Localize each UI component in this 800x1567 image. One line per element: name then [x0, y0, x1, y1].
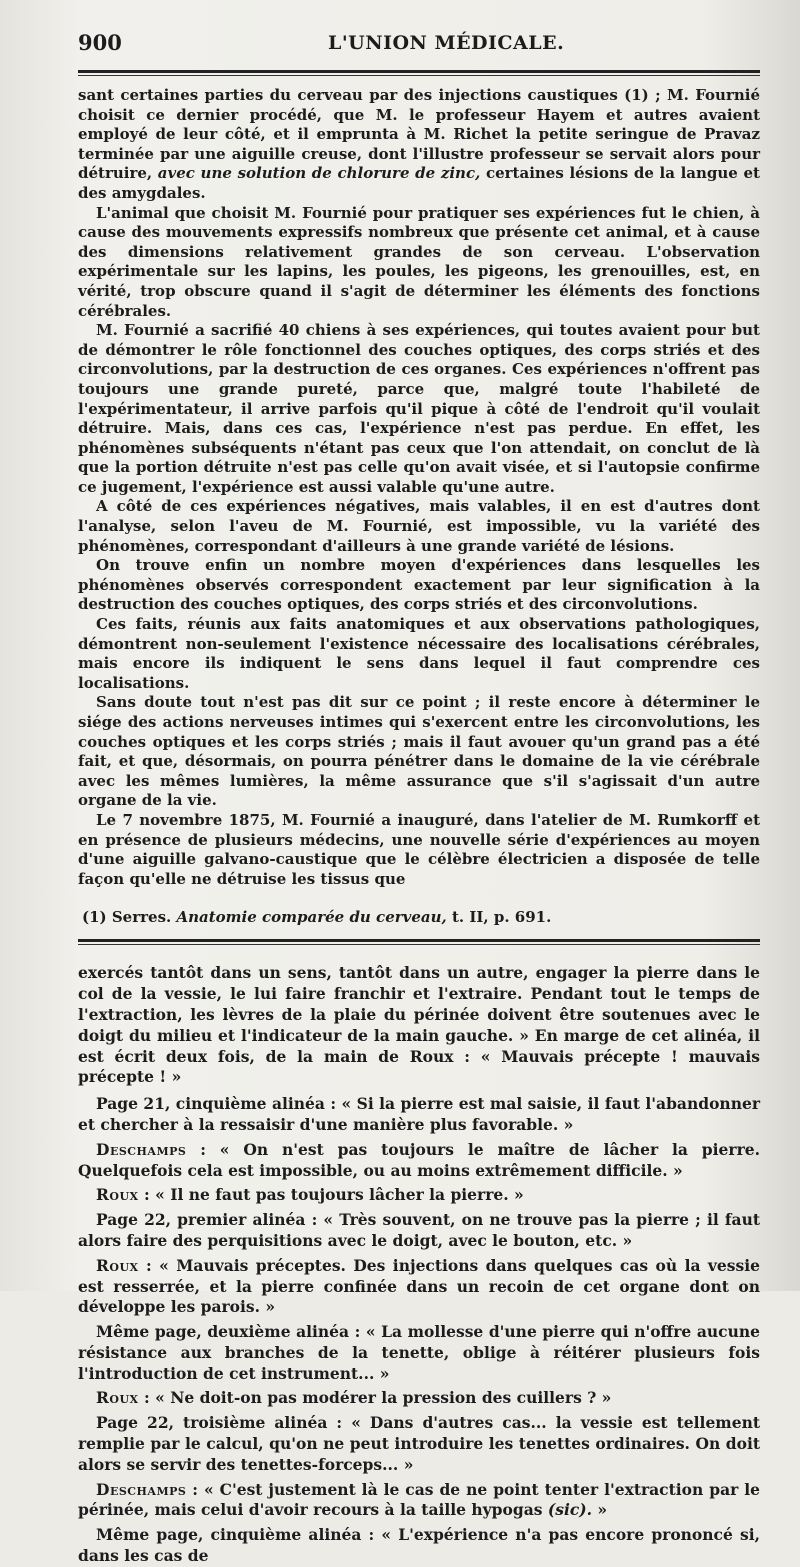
paragraph: Même page, deuxième alinéa : « La mollesse d'une pierre qui n'offre aucune résistance aux branches de la tenette, oblige à réitérer plusieurs fois l'introduction de cet instrument... » — [78, 1322, 760, 1383]
header-rule-thin — [78, 75, 760, 76]
paragraph: exercés tantôt dans un sens, tantôt dans un autre, engager la pierre dans le col de la vessie, le lui faire franchir et l'extraire. Pendant tout le temps de l'extraction, les lèvres de la plaie du périnée doivent être soutenues avec le doigt du milieu et l'indicateur de la main gauche. » En marge de cet alinéa, il est écrit deux fois, de la main de Roux : « Mauvais précepte ! mauvais précepte ! » — [78, 963, 760, 1087]
speaker-name: Roux — [96, 1255, 139, 1275]
paragraph: Roux : « Il ne faut pas toujours lâcher la pierre. » — [96, 1185, 524, 1205]
paragraph: Roux : « Ne doit-on pas modérer la pression des cuillers ? » — [96, 1388, 612, 1408]
paragraph: A côté de ces expériences négatives, mais valables, il en est d'autres dont l'analyse, selon l'aveu de M. Fournié, est impossible, vu la variété des phénomènes, correspondant d'ailleurs à une grande variété de lésions. — [78, 497, 760, 555]
footnote-marker: (1) Serres. — [82, 908, 172, 927]
paragraph: Ces faits, réunis aux faits anatomiques et aux observations pathologiques, démontrent non-seulement l'existence nécessaire des localisations cérébrales, mais encore ils indiquent le sens dans lequel il faut comprendre ces localisations. — [78, 615, 760, 692]
footnote-ref: t. II, p. 691. — [451, 908, 552, 927]
footnote-title: Anatomie comparée du cerveau, — [176, 908, 447, 927]
paragraph: Page 22, premier alinéa : « Très souvent, on ne trouve pas la pierre ; il faut alors faire des perquisitions avec le doigt, avec le bouton, etc. » — [78, 1210, 760, 1250]
italic-phrase: avec une solution de chlorure de zinc, — [157, 164, 481, 183]
speaker-name: Roux — [96, 1185, 139, 1205]
journal-title: L'UNION MÉDICALE. — [328, 32, 565, 54]
section-separator — [78, 939, 760, 945]
paragraph: L'animal que choisit M. Fournié pour pratiquer ses expériences fut le chien, à cause des mouvements expressifs nombreux que présente cet animal, et à cause des dimensions relativement grandes de son cerveau. L'observation expérimentale sur les lapins, les poules, les pigeons, les grenouilles, est, en vérité, trop obscure quand il s'agit de déterminer les éléments des fonctions cérébrales. — [78, 203, 760, 320]
paragraph: sant certaines parties du cerveau par des injections caustiques (1) ; M. Fournié choisit ce dernier procédé, que M. le professeur Hayem et autres avaient employé de leur côté, et il emprunta à M. Richet la petite seringue de Pravaz terminée par une aiguille creuse, dont l'illustre professeur se servait alors pour détruire, avec une solution de chlorure de zinc, certaines lésions de la langue et des amygdales. — [78, 86, 760, 202]
paragraph: Le 7 novembre 1875, M. Fournié a inauguré, dans l'atelier de M. Rumkorff et en présence de plusieurs médecins, une nouvelle série d'expériences au moyen d'une aiguille galvano-caustique que le célèbre électricien a disposée de telle façon qu'elle ne détruise les tissus que — [78, 810, 760, 888]
lower-article — [78, 963, 760, 1567]
paragraph: Deschamps : « C'est justement là le cas de ne point tenter l'extraction par le périnée, mais celui d'avoir recours à la taille hypogas (sic). » — [78, 1479, 760, 1520]
paragraph: Sans doute tout n'est pas dit sur ce point ; il reste encore à déterminer le siége des actions nerveuses intimes qui s'exercent entre les circonvolutions, les couches optiques et les corps striés ; mais il faut avouer qu'un grand pas a été fait, et que, désormais, on pourra pénétrer dans le domaine de la vie cérébrale avec les mêmes lumières, la même assurance que s'il s'agissait d'un autre organe de la vie. — [78, 693, 760, 810]
page-number: 900 — [78, 30, 122, 55]
paragraph: On trouve enfin un nombre moyen d'expériences dans lesquelles les phénomènes observés correspondent exactement par leur signification à la destruction des couches optiques, des corps striés et des circonvolutions. — [78, 556, 760, 614]
paragraph: Roux : « Mauvais préceptes. Des injections dans quelques cas où la vessie est resserrée, et la pierre confinée dans un recoin de cet organe dont on développe les parois. » — [78, 1255, 760, 1317]
paragraph: M. Fournié a sacrifié 40 chiens à ses expériences, qui toutes avaient pour but de démontrer le rôle fonctionnel des couches optiques, des corps striés et des circonvolutions, par la destruction de ces organes. Ces expériences n'offrent pas toujours une grande pureté, parce que, malgré toute l'habileté de l'expérimentateur, il arrive parfois qu'il pique à côté de l'endroit qu'il voulait détruire. Mais, dans ces cas, l'expérience n'est pas perdue. En effet, les phénomènes subséquents n'étant pas ceux que l'on attendait, on conclut de là que la portion détruite n'est pas celle qu'on avait visée, et si l'autopsie confirme ce jugement, l'expérience est aussi valable qu'une autre. — [78, 321, 760, 496]
paragraph: Deschamps : « On n'est pas toujours le maître de lâcher la pierre. Quelquefois cela est impossible, ou au moins extrêmement difficile. » — [78, 1139, 760, 1180]
paragraph: Page 22, troisième alinéa : « Dans d'autres cas... la vessie est tellement remplie par le calcul, qu'on ne peut introduire les tenettes ordinaires. On doit alors se servir des tenettes-forceps... » — [78, 1413, 760, 1474]
speaker-name: Deschamps — [96, 1139, 187, 1159]
header-rule — [78, 70, 760, 73]
footnote — [78, 907, 760, 927]
paragraph: Même page, cinquième alinéa : « L'expérience n'a pas encore prononcé si, dans les cas de — [78, 1525, 760, 1566]
speaker-name: Roux — [96, 1388, 139, 1408]
running-head — [78, 30, 760, 56]
paragraph: Page 21, cinquième alinéa : « Si la pierre est mal saisie, il faut l'abandonner et chercher à la ressaisir d'une manière plus favorable. » — [78, 1094, 760, 1134]
upper-article — [78, 86, 760, 889]
sic-note: (sic). — [547, 1500, 593, 1520]
speaker-name: Deschamps — [96, 1479, 187, 1499]
